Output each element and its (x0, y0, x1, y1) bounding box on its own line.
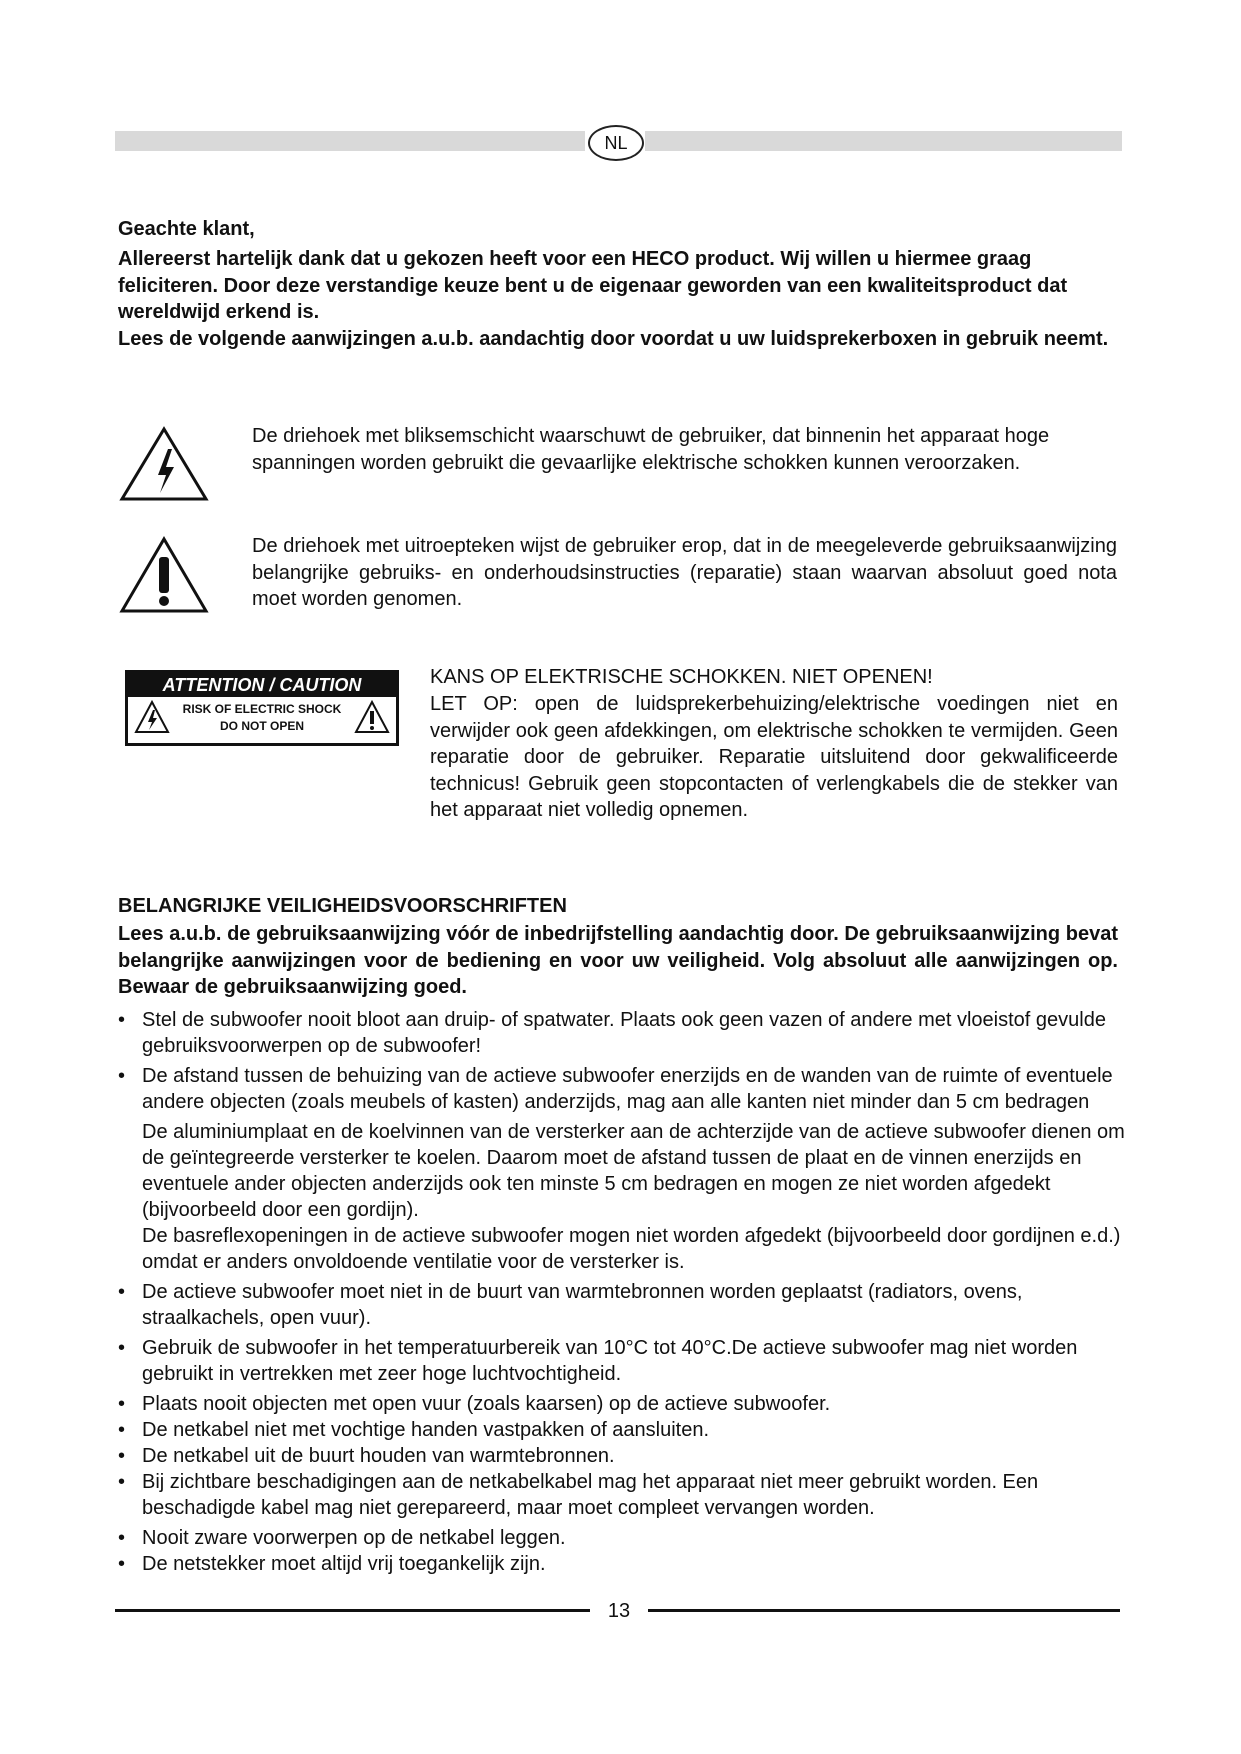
caution-label-line2: DO NOT OPEN (219, 719, 304, 733)
caution-heading: KANS OP ELEKTRISCHE SCHOKKEN. NIET OPENEN! (430, 666, 933, 688)
exclamation-warning-icon (118, 535, 210, 615)
caution-lightning-icon (134, 700, 170, 734)
greeting: Geachte klant, (118, 218, 255, 240)
caution-text: LET OP: open de luidsprekerbehuizing/elektrische voedingen niet en verwijder ook geen afdekkingen, om elektrische schokken te vermijden. Geen reparatie door de gebruiker. Reparatie uitsluitend door gekwalificeerde technicus! Gebruik geen stopcontacten of verlengkabels die de stekker van het apparaat niet volledig opnemen. (430, 693, 1118, 821)
list-item: • De netkabel uit de buurt houden van warmtebronnen. (118, 1445, 615, 1467)
intro-paragraph: Allereerst hartelijk dank dat u gekozen heeft voor een HECO product. Wij willen u hiermee graag feliciteren. Door deze verstandige keuze bent u de eigenaar geworden van een kwaliteitsproduct dat wereldwijd erkend is. (118, 248, 1068, 323)
list-item: • De netkabel niet met vochtige handen vastpakken of aansluiten. (118, 1419, 710, 1441)
intro (118, 246, 1118, 352)
lightning-warning-text: De driehoek met bliksemschicht waarschuwt de gebruiker, dat binnenin het apparaat hoge spanningen worden gebruikt die gevaarlijke elektrische schokken kunnen veroorzaken. (252, 425, 1050, 474)
language-badge: NL (588, 125, 644, 161)
intro-paragraph: Lees de volgende aanwijzingen a.u.b. aandachtig door voordat u uw luidsprekerboxen in gebruik neemt. (118, 327, 1109, 350)
list-item: De aluminiumplaat en de koelvinnen van de versterker aan de achterzijde van de actieve subwoofer dienen om de geïntegreerde versterker te koelen. Daarom moet de afstand tussen de plaat en de vinnen enerzijds en eventuele ander objecten anderzijds ook ten minste 5 cm bedragen en mogen ze niet worden afgedekt (bijvoorbeeld door een gordijn). (142, 1121, 1125, 1221)
exclamation-warning-text: De driehoek met uitroepteken wijst de gebruiker erop, dat in de meegeleverde gebruiksaanwijzing belangrijke gebruiks- en onderhoudsinstructies (reparatie) staan waarvan absoluut goed nota moet worden genomen. (252, 535, 1117, 610)
safety-list (118, 1007, 1138, 1577)
footer-rule-left (115, 1609, 590, 1612)
list-item: • De netstekker moet altijd vrij toegankelijk zijn. (118, 1553, 546, 1575)
list-item: • Bij zichtbare beschadigingen aan de netkabelkabel mag het apparaat niet meer gebruikt worden. Een beschadigde kabel mag niet gerepareerd, maar moet compleet vervangen worden. (118, 1471, 1039, 1519)
footer-rule-right (648, 1609, 1120, 1612)
safety-intro: Lees a.u.b. de gebruiksaanwijzing vóór de inbedrijfstelling aandachtig door. De gebruiksaanwijzing bevat belangrijke aanwijzingen voor de bediening en voor uw veiligheid. Volg absoluut alle aanwijzingen op. Bewaar de gebruiksaanwijzing goed. (118, 923, 1118, 998)
list-item: • Stel de subwoofer nooit bloot aan druip- of spatwater. Plaats ook geen vazen of andere met vloeistof gevulde gebruiksvoorwerpen op de subwoofer! (118, 1009, 1106, 1057)
caution-exclamation-icon (354, 700, 390, 734)
list-item: • Gebruik de subwoofer in het temperatuurbereik van 10°C tot 40°C.De actieve subwoofer mag niet worden gebruikt in vertrekken met zeer hoge luchtvochtigheid. (118, 1337, 1078, 1385)
list-item: • Plaats nooit objecten met open vuur (zoals kaarsen) op de actieve subwoofer. (118, 1393, 831, 1415)
list-item: • De afstand tussen de behuizing van de actieve subwoofer enerzijds en de wanden van de ruimte of eventuele andere objecten (zoals meubels of kasten) anderzijds, mag aan alle kanten niet minder dan 5 cm bedragen (118, 1065, 1113, 1113)
safety-heading: BELANGRIJKE VEILIGHEIDSVOORSCHRIFTEN (118, 895, 567, 917)
page-number: 13 (607, 1600, 631, 1622)
caution-label-title: ATTENTION / CAUTION (128, 673, 396, 697)
header-bar-right (645, 131, 1122, 151)
list-item: De basreflexopeningen in de actieve subwoofer mogen niet worden afgedekt (bijvoorbeeld door gordijnen e.d.) omdat er anders onvoldoende ventilatie voor de versterker is. (142, 1225, 1121, 1273)
caution-label (125, 670, 399, 746)
lightning-warning-icon (118, 425, 210, 503)
caution-label-line1: RISK OF ELECTRIC SHOCK (182, 702, 342, 716)
list-item: • De actieve subwoofer moet niet in de buurt van warmtebronnen worden geplaatst (radiators, ovens, straalkachels, open vuur). (118, 1281, 1023, 1329)
header-bar-left (115, 131, 585, 151)
list-item: • Nooit zware voorwerpen op de netkabel leggen. (118, 1527, 566, 1549)
